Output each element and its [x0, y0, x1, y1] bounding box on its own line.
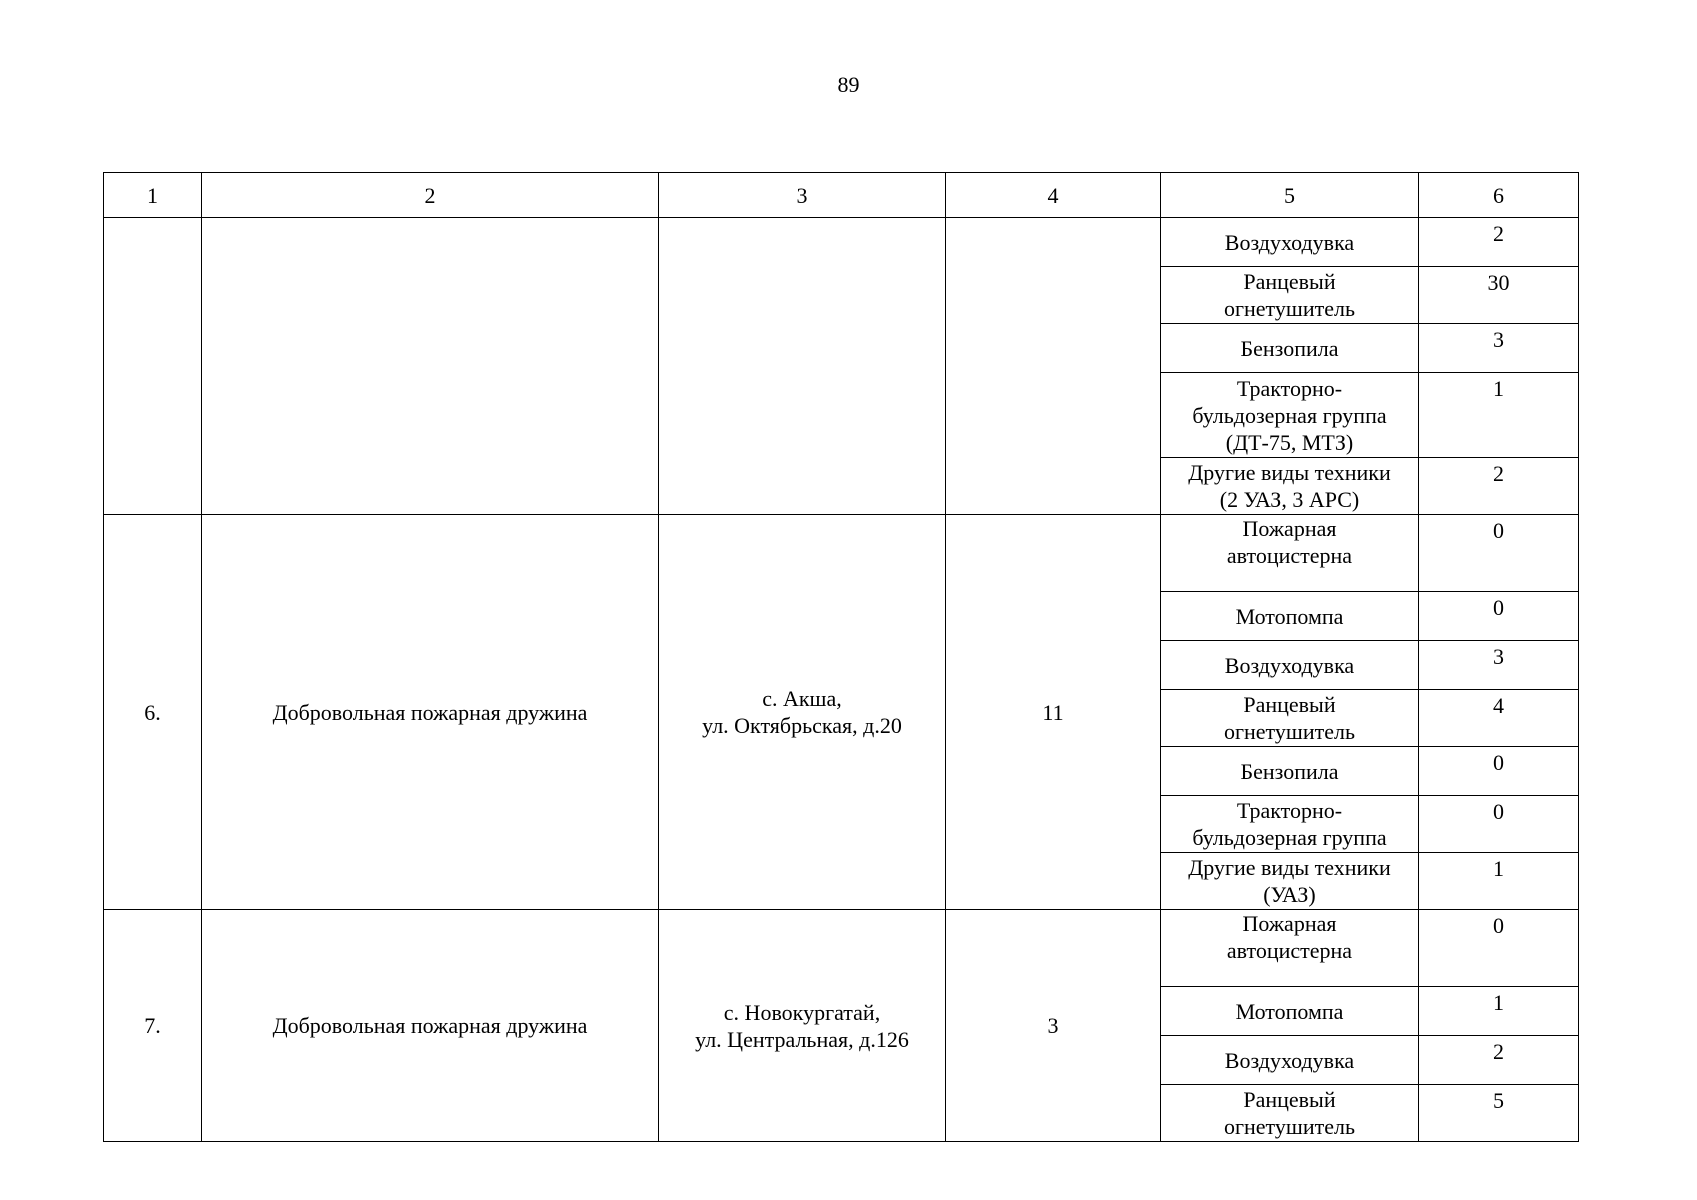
header-cell: 4 [946, 173, 1161, 218]
header-cell: 1 [104, 173, 202, 218]
count-cell: 3 [946, 910, 1161, 1142]
equipment-qty: 0 [1419, 910, 1579, 987]
equipment-qty: 1 [1419, 987, 1579, 1036]
equipment-qty: 0 [1419, 592, 1579, 641]
equipment-qty: 0 [1419, 747, 1579, 796]
equipment-table [103, 172, 1579, 1142]
header-cell: 5 [1161, 173, 1419, 218]
org-cell: Добровольная пожарная дружина [202, 515, 659, 910]
equipment-name: Бензопила [1161, 747, 1419, 796]
num-cell [104, 218, 202, 515]
header-row [104, 173, 1579, 218]
table-row [104, 218, 1579, 267]
header-cell: 3 [659, 173, 946, 218]
equipment-qty: 2 [1419, 1036, 1579, 1085]
equipment-name: Воздуходувка [1161, 1036, 1419, 1085]
equipment-qty: 1 [1419, 853, 1579, 910]
address-cell: с. Новокургатай, ул. Центральная, д.126 [659, 910, 946, 1142]
equipment-qty: 3 [1419, 324, 1579, 373]
page-number: 89 [837, 72, 860, 97]
equipment-name: Бензопила [1161, 324, 1419, 373]
equipment-qty: 1 [1419, 373, 1579, 458]
equipment-name: Воздуходувка [1161, 218, 1419, 267]
address-cell: с. Акша, ул. Октябрьская, д.20 [659, 515, 946, 910]
equipment-name: Другие виды техники (2 УАЗ, 3 АРС) [1161, 458, 1419, 515]
equipment-name: Ранцевый огнетушитель [1161, 267, 1419, 324]
equipment-name: Тракторно- бульдозерная группа (ДТ-75, МТЗ) [1161, 373, 1419, 458]
count-cell: 11 [946, 515, 1161, 910]
equipment-name: Ранцевый огнетушитель [1161, 1085, 1419, 1142]
num-cell: 7. [104, 910, 202, 1142]
equipment-name: Ранцевый огнетушитель [1161, 690, 1419, 747]
equipment-qty: 2 [1419, 218, 1579, 267]
num-cell: 6. [104, 515, 202, 910]
equipment-name: Тракторно- бульдозерная группа [1161, 796, 1419, 853]
equipment-qty: 0 [1419, 796, 1579, 853]
equipment-name: Пожарная автоцистерна [1161, 515, 1419, 592]
equipment-name: Мотопомпа [1161, 987, 1419, 1036]
equipment-name: Пожарная автоцистерна [1161, 910, 1419, 987]
header-cell: 6 [1419, 173, 1579, 218]
org-cell [202, 218, 659, 515]
equipment-qty: 30 [1419, 267, 1579, 324]
header-cell: 2 [202, 173, 659, 218]
table-row [104, 515, 1579, 592]
table-row [104, 910, 1579, 987]
org-cell: Добровольная пожарная дружина [202, 910, 659, 1142]
equipment-qty: 3 [1419, 641, 1579, 690]
equipment-qty: 2 [1419, 458, 1579, 515]
count-cell [946, 218, 1161, 515]
equipment-qty: 5 [1419, 1085, 1579, 1142]
equipment-qty: 4 [1419, 690, 1579, 747]
address-cell [659, 218, 946, 515]
equipment-qty: 0 [1419, 515, 1579, 592]
equipment-name: Воздуходувка [1161, 641, 1419, 690]
equipment-name: Другие виды техники (УАЗ) [1161, 853, 1419, 910]
equipment-name: Мотопомпа [1161, 592, 1419, 641]
